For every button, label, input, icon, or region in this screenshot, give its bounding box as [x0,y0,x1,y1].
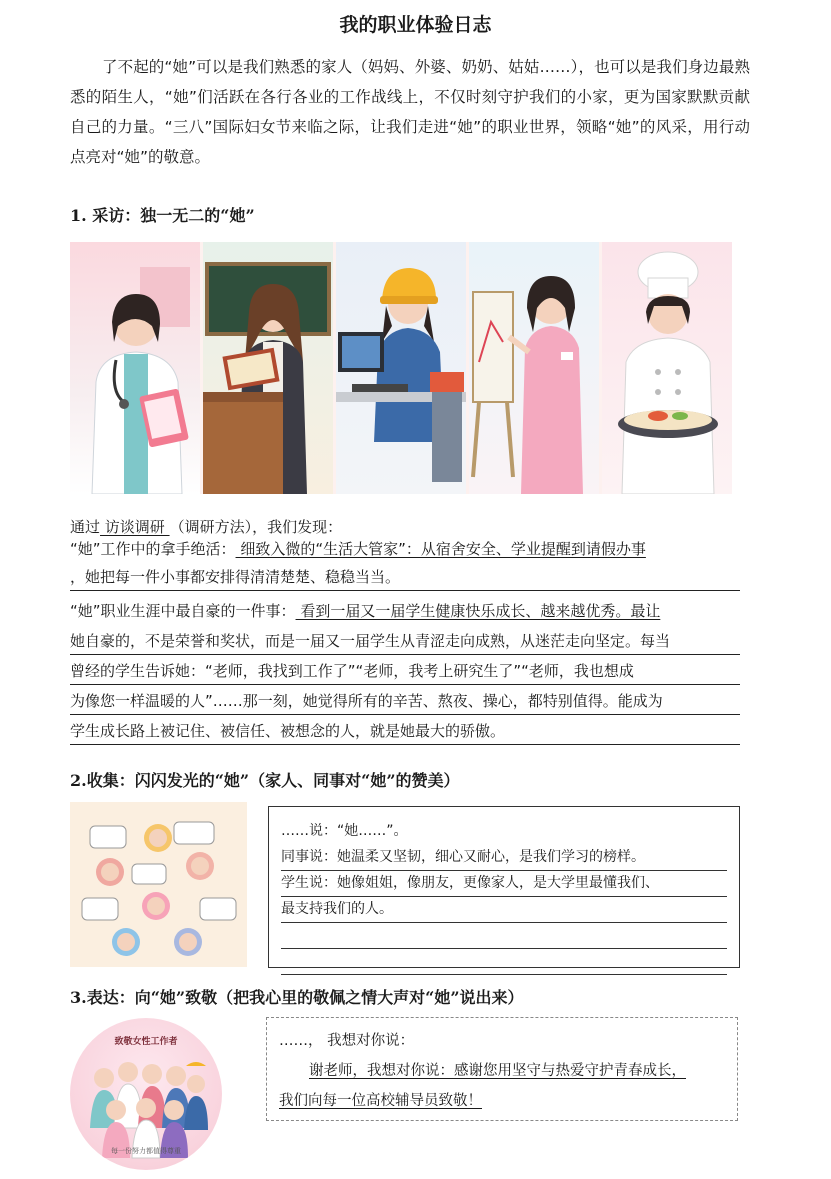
proud-answer-1: 看到一届又一届学生健康快乐成长、越来越优秀。最让 [295,602,661,620]
chef-illustration [602,242,732,494]
doctor-illustration [70,242,200,494]
message-prompt: ……， 我想对你说： [279,1033,415,1049]
message-line-2-wrap [279,1086,725,1116]
praise-line-5 [281,923,727,949]
praise-collage-illustration [70,802,247,967]
tribute-badge-illustration [70,1018,222,1170]
proud-line-2: 她自豪的，不是荣誉和奖状，而是一届又一届学生从青涩走向成熟，从迷茫走向坚定。每当 [70,628,740,655]
section3-heading: 3.表达：向“她”致敬（把我心里的敬佩之情大声对“她”说出来） [70,988,524,1007]
praise-line-3: 学生说：她像姐姐，像朋友，更像家人，是大学里最懂我们、 [281,871,727,897]
message-line-2: 我们向每一位高校辅导员致敬！ [279,1093,482,1109]
praise-line-2: 同事说：她温柔又坚韧，细心又耐心，是我们学习的榜样。 [281,845,727,871]
praise-line-6 [281,949,727,975]
teacher-illustration [203,242,333,494]
message-box [266,1017,738,1121]
proud-line-5: 学生成长路上被记住、被信任、被想念的人，就是她最大的骄傲。 [70,718,740,745]
proud-line-3: 曾经的学生告诉她：“老师，我找到工作了”“老师，我考上研究生了”“老师，我也想成 [70,658,740,685]
professions-banner [70,242,732,494]
method-prefix: 通过 [70,518,101,536]
nurse-painter-illustration [469,242,599,494]
skill-label: “她”工作中的拿手绝活： [70,540,236,558]
skill-answer-1: 细致入微的“生活大管家”：从宿舍安全、学业提醒到请假办事 [235,540,646,558]
method-suffix: （调研方法），我们发现： [169,518,343,536]
intro-paragraph: 了不起的“她”可以是我们熟悉的家人（妈妈、外婆、奶奶、姑姑……），也可以是我们身边最熟悉的陌生人，“她”们活跃在各行各业的工作战线上，不仅时刻守护我们的小家，更为国家默默贡献自己的力量。“三八”国际妇女节来临之际，让我们走进“她”的职业世界，领略“她”的风采，用行动点亮对“她”的敬意。 [70,58,750,166]
praise-line-1: ……说：“她……”。 [281,823,408,839]
praise-box [268,806,740,968]
method-value: 访谈调研 [100,518,170,536]
message-line-1: 谢老师，我想对你说：感谢您用坚守与热爱守护青春成长， [309,1063,686,1079]
proud-line-1 [70,598,740,624]
section1-heading: 1. 采访：独一无二的“她” [70,206,255,225]
praise-line-4: 最支持我们的人。 [281,897,727,923]
section2-heading: 2.收集：闪闪发光的“她”（家人、同事对“她”的赞美） [70,771,460,790]
skill-line-1 [70,536,740,562]
page-title: 我的职业体验日志 [339,14,492,36]
skill-line-2 [70,564,740,591]
message-line-1-wrap [279,1056,725,1086]
badge-caption: 每一份努力都值得尊重 [111,1147,181,1155]
engineer-illustration [336,242,466,494]
badge-title: 致敬女性工作者 [114,1037,178,1047]
proud-line-4: 为像您一样温暖的人”……那一刻，她觉得所有的辛苦、熬夜、操心，都特别值得。能成为 [70,688,740,715]
skill-answer-2: ，她把每一件小事都安排得清清楚楚、稳稳当当。 [70,568,401,586]
proud-label: “她”职业生涯中最自豪的一件事： [70,602,296,620]
